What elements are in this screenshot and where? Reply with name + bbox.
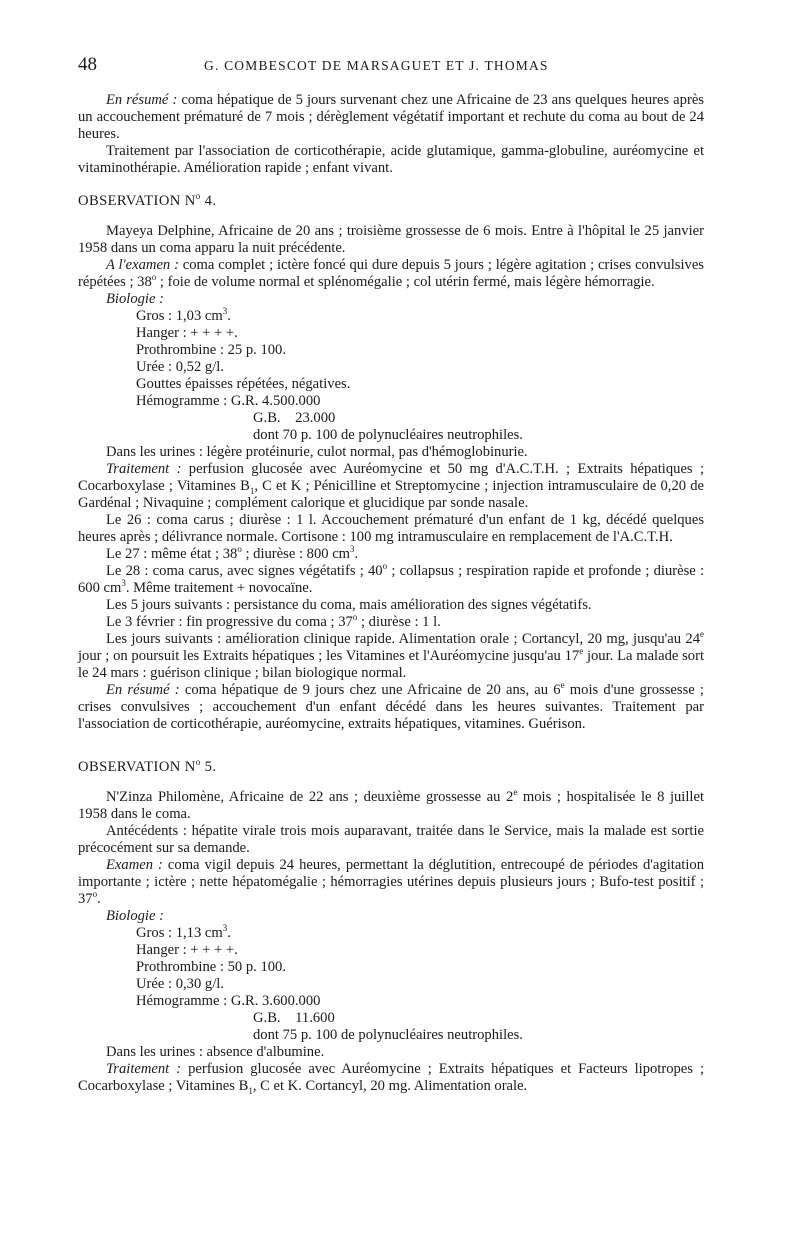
obs4-hanger: Hanger : + + + +. — [136, 325, 238, 341]
obs4-gros: Gros : 1,03 $cm^3$. — [136, 306, 231, 324]
obs5-traitement: Traitement : perfusion glucosée avec Auréomycine ; Extraits hépatiques et Facteurs lipotropes ; Cocarboxylase ; Vitamines $B_1$, C et K. Cortancyl, 20 mg. Alimentation orale. — [78, 1061, 705, 1096]
obs5-hemogramme-gb: G.B. 11.600 — [253, 1010, 335, 1026]
page-body — [78, 92, 704, 1095]
obs4-gouttes: Gouttes épaisses répétées, négatives. — [136, 376, 351, 392]
obs5-examen: Examen : coma vigil depuis 24 heures, permettant la déglutition, entrecoupé de périodes d'agitation importante ; ictère ; nette hépatomégalie ; hémorragies utérines depuis plusieurs jours ; Bufo-test positif ; 37$^o$. — [78, 857, 704, 907]
obs5-hanger: Hanger : + + + +. — [136, 942, 238, 958]
obs4-urines: Dans les urines : légère protéinurie, culot normal, pas d'hémoglobinurie. — [106, 444, 528, 460]
page-header — [78, 54, 718, 78]
obs4-examen: A l'examen : coma complet ; ictère foncé qui dure depuis 5 jours ; légère agitation ; crises convulsives répétées ; 38$^o$ ; foie de volume normal et splénomégalie ; col utérin fermé, mais légère hémorragie. — [78, 257, 704, 290]
obs4-hemogramme-gr: Hémogramme : G.R. 4.500.000 — [136, 393, 321, 409]
running-title: G. COMBESCOT DE MARSAGUET ET J. THOMAS — [204, 58, 549, 73]
obs4-cinq-jours: Les 5 jours suivants : persistance du coma, mais amélioration des signes végétatifs. — [106, 597, 592, 613]
obs5-biologie-label: Biologie : — [106, 908, 164, 924]
obs5-urines: Dans les urines : absence d'albumine. — [106, 1044, 325, 1060]
obs5-prothrombine: Prothrombine : 50 p. 100. — [136, 959, 286, 975]
resume-obs3-treatment: Traitement par l'association de corticothérapie, acide glutamique, gamma-globuline, auréomycine et vitaminothérapie. Amélioration rapide ; enfant vivant. — [78, 143, 704, 176]
obs4-le-28: Le 28 : coma carus, avec signes végétatifs ; 40$^o$ ; collapsus ; respiration rapide et profonde ; diurèse : 600 $cm^3$. Même traitement + novocaïne. — [78, 561, 705, 596]
obs5-uree: Urée : 0,30 g/l. — [136, 976, 224, 992]
obs5-antecedents: Antécédents : hépatite virale trois mois auparavant, traitée dans le Service, mais la malade est sortie précocément sur sa demande. — [78, 823, 704, 856]
obs4-le-27: Le 27 : même état ; 38$^o$ ; diurèse : 800 $cm^3$. — [106, 544, 359, 562]
obs4-traitement: Traitement : perfusion glucosée avec Auréomycine et 50 mg d'A.C.T.H. ; Extraits hépatiques ; Cocarboxylase ; Vitamines $B_1$, C et K ; Pénicilline et Streptomycine ; injection intramusculaire de 0,20 de Gardénal ; Nivaquine ; complément calorique et glucidique par sonde nasale. — [78, 461, 704, 511]
obs4-resume: En résumé : coma hépatique de 9 jours chez une Africaine de 20 ans, au 6e mois d'une grossesse ; crises convulsives ; accouchement d'un enfant décédé dans les heures suivantes. Traitement par l'association de corticothérapie, auréomycine, extraits hépatiques, vitamines. Guérison. — [78, 680, 704, 732]
obs4-prothrombine: Prothrombine : 25 p. 100. — [136, 342, 286, 358]
obs4-biologie-label: Biologie : — [106, 291, 164, 307]
obs4-le-26: Le 26 : coma carus ; diurèse : 1 l. Accouchement prématuré d'un enfant de 1 kg, décédé quelques heures après ; délivrance normale. Cortisone : 100 mg intramusculaire en remplacement de l'A.C.T.H. — [78, 512, 704, 545]
obs4-intro: Mayeya Delphine, Africaine de 20 ans ; troisième grossesse de 6 mois. Entre à l'hôpital le 25 janvier 1958 dans un coma apparu la nuit précédente. — [78, 223, 704, 256]
resume-label: En résumé : — [106, 92, 178, 108]
obs4-uree: Urée : 0,52 g/l. — [136, 359, 224, 375]
obs5-hemogramme-dont: dont 75 p. 100 de polynucléaires neutrophiles. — [253, 1027, 523, 1043]
resume-obs3-paragraph: En résumé : coma hépatique de 5 jours survenant chez une Africaine de 23 ans quelques heures après un accouchement prématuré de 7 mois ; dérèglement végétatif important et rechute du coma au bout de 24 heures. — [78, 92, 704, 142]
observation-5-heading: OBSERVATION $N^o$ 5. — [78, 757, 217, 775]
obs5-hemogramme-gr: Hémogramme : G.R. 3.600.000 — [136, 993, 321, 1009]
obs4-3-fevrier: Le 3 février : fin progressive du coma ; 37$^o$ ; diurèse : 1 l. — [106, 612, 441, 630]
obs4-jours-suivants: Les jours suivants : amélioration clinique rapide. Alimentation orale ; Cortancyl, 20 mg, jusqu'au 24e jour ; on poursuit les Extraits hépatiques ; les Vitamines et l'Auréomycine jusqu'au 17e jour. La malade sort le 24 mars : guérison clinique ; bilan biologique normal. — [78, 629, 704, 681]
obs5-intro: N'Zinza Philomène, Africaine de 22 ans ; deuxième grossesse au 2e mois ; hospitalisée le 8 juillet 1958 dans le coma. — [78, 787, 704, 822]
obs4-hemogramme-gb: G.B. 23.000 — [253, 410, 336, 426]
page-number: 48 — [78, 54, 97, 75]
obs5-gros: Gros : 1,13 $cm^3$. — [136, 923, 231, 941]
observation-4-heading: OBSERVATION $N^o$ 4. — [78, 191, 217, 209]
obs4-hemogramme-dont: dont 70 p. 100 de polynucléaires neutrophiles. — [253, 427, 523, 443]
